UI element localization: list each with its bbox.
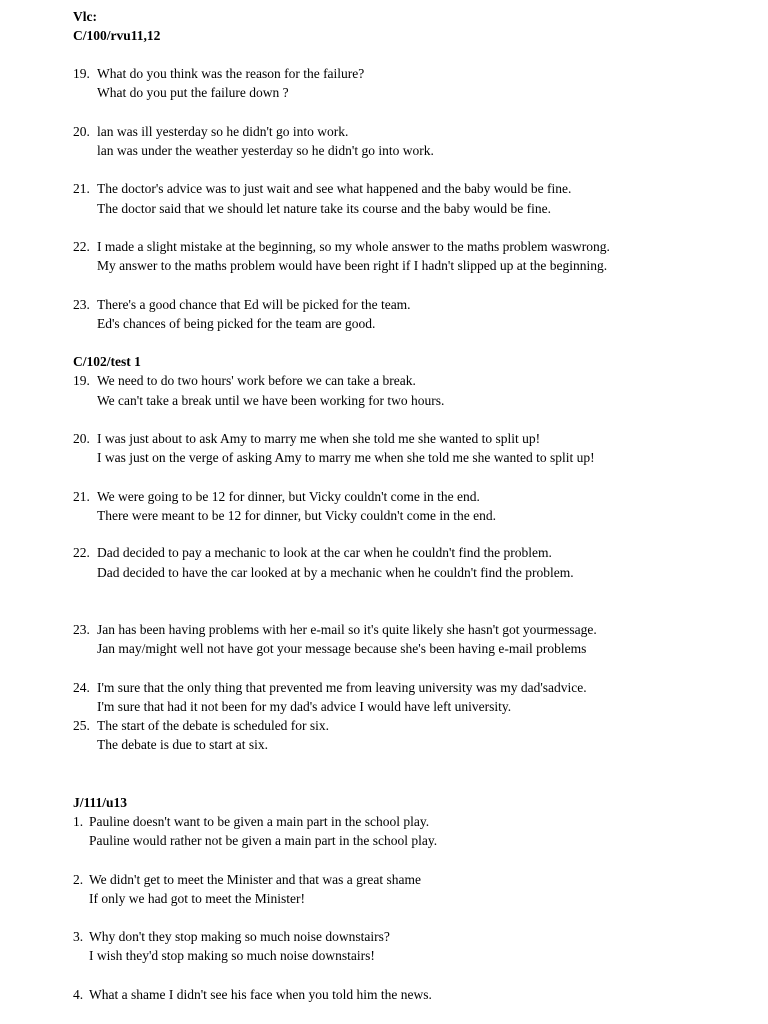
item-rewritten-sentence: Jan may/might well not have got your message because she's been having e-mail problems (97, 641, 587, 656)
item-rewritten-sentence: My answer to the maths problem would have been right if I hadn't slipped up at the beginning. (97, 258, 608, 273)
item-original-sentence: What do you think was the reason for the failure? (97, 66, 365, 81)
item-rewritten-sentence: What do you put the failure down ? (97, 85, 289, 100)
item-number: 20. (73, 124, 90, 139)
item-original-sentence: We didn't get to meet the Minister and that was a great shame (89, 872, 421, 887)
item-number: 2. (73, 872, 84, 887)
item-rewritten-sentence: Pauline would rather not be given a main part in the school play. (89, 833, 438, 848)
section-heading: C/102/test 1 (73, 354, 141, 369)
item-rewritten-sentence: We can't take a break until we have been working for two hours. (97, 393, 445, 408)
item-rewritten-sentence: The doctor said that we should let nature take its course and the baby would be fine. (97, 201, 551, 216)
item-rewritten-sentence: I wish they'd stop making so much noise downstairs! (89, 948, 375, 963)
item-number: 4. (73, 987, 84, 1002)
item-original-sentence: I made a slight mistake at the beginning, so my whole answer to the maths problem waswrong. (97, 239, 610, 254)
item-number: 25. (73, 718, 90, 733)
item-number: 23. (73, 297, 90, 312)
section-heading: J/111/u13 (73, 795, 128, 810)
header-line-1: Vlc: (73, 9, 97, 24)
item-number: 23. (73, 622, 90, 637)
item-original-sentence: We were going to be 12 for dinner, but Vicky couldn't come in the end. (97, 489, 480, 504)
item-rewritten-sentence: If only we had got to meet the Minister! (89, 891, 305, 906)
item-original-sentence: Jan has been having problems with her e-mail so it's quite likely she hasn't got yourmessage. (97, 622, 597, 637)
item-number: 19. (73, 66, 90, 81)
item-original-sentence: I'm sure that the only thing that prevented me from leaving university was my dad'sadvice. (97, 680, 587, 695)
item-original-sentence: I was just about to ask Amy to marry me when she told me she wanted to split up! (97, 431, 541, 446)
item-rewritten-sentence: There were meant to be 12 for dinner, but Vicky couldn't come in the end. (97, 508, 496, 523)
item-number: 21. (73, 181, 90, 196)
item-number: 22. (73, 239, 90, 254)
item-number: 3. (73, 929, 84, 944)
item-number: 1. (73, 814, 84, 829)
item-original-sentence: Pauline doesn't want to be given a main part in the school play. (89, 814, 430, 829)
item-number: 19. (73, 373, 90, 388)
item-rewritten-sentence: The debate is due to start at six. (97, 737, 268, 752)
item-original-sentence: The start of the debate is scheduled for six. (97, 718, 330, 733)
item-original-sentence: lan was ill yesterday so he didn't go into work. (97, 124, 349, 139)
item-rewritten-sentence: I'm sure that had it not been for my dad's advice I would have left university. (97, 699, 512, 714)
item-number: 21. (73, 489, 90, 504)
item-number: 20. (73, 431, 90, 446)
item-rewritten-sentence: I was just on the verge of asking Amy to marry me when she told me she wanted to split up! (97, 450, 595, 465)
item-rewritten-sentence: lan was under the weather yesterday so he didn't go into work. (97, 143, 434, 158)
header-line-2: C/100/rvu11,12 (73, 28, 161, 43)
item-rewritten-sentence: Dad decided to have the car looked at by a mechanic when he couldn't find the problem. (97, 565, 574, 580)
item-number: 22. (73, 545, 90, 560)
item-original-sentence: We need to do two hours' work before we can take a break. (97, 373, 416, 388)
item-original-sentence: Why don't they stop making so much noise downstairs? (89, 929, 390, 944)
item-original-sentence: There's a good chance that Ed will be picked for the team. (97, 297, 411, 312)
item-original-sentence: What a shame I didn't see his face when you told him the news. (89, 987, 432, 1002)
item-original-sentence: Dad decided to pay a mechanic to look at the car when he couldn't find the problem. (97, 545, 552, 560)
item-number: 24. (73, 680, 90, 695)
item-original-sentence: The doctor's advice was to just wait and see what happened and the baby would be fine. (97, 181, 572, 196)
item-rewritten-sentence: Ed's chances of being picked for the team are good. (97, 316, 376, 331)
